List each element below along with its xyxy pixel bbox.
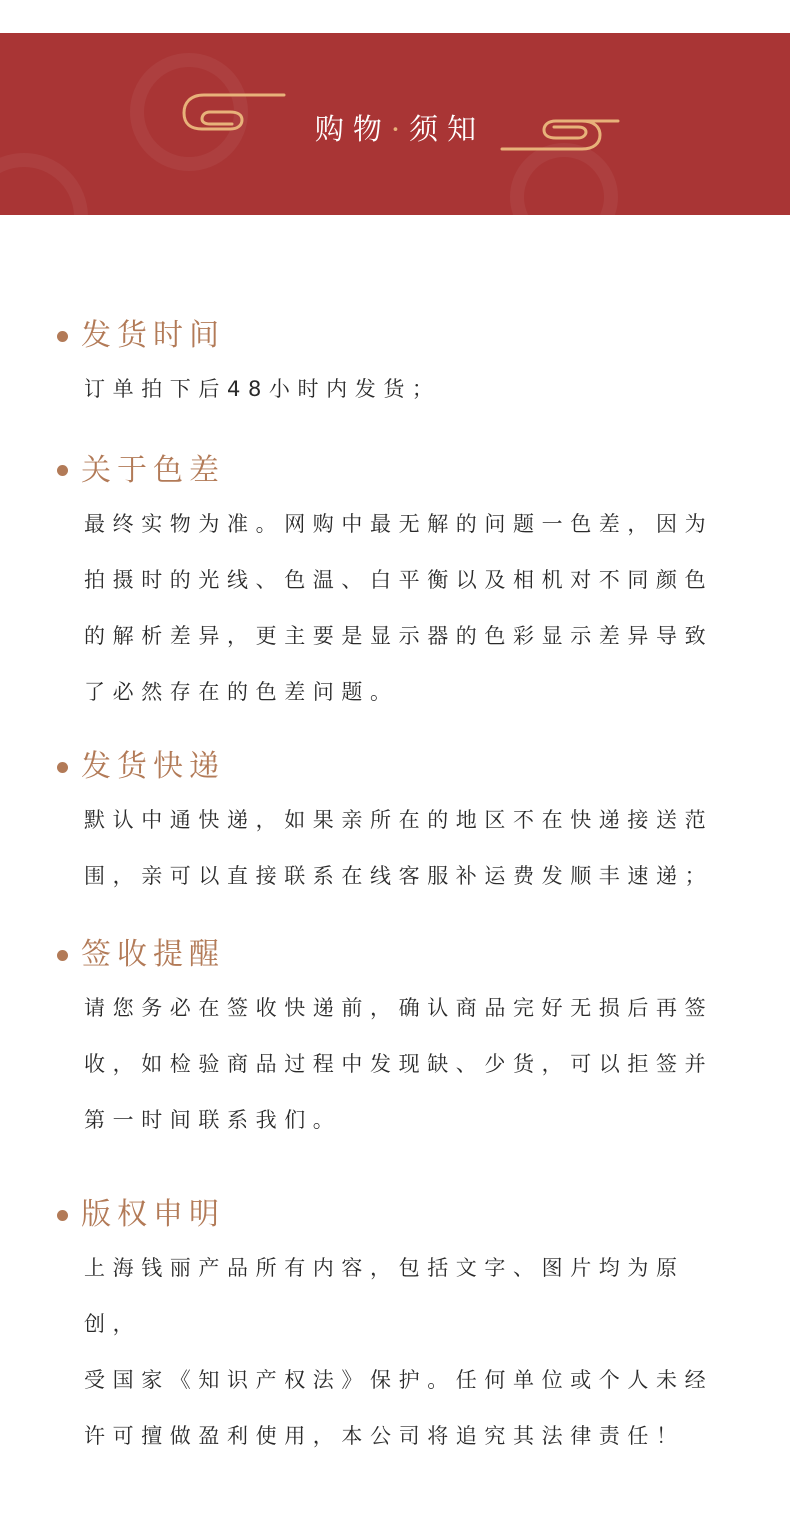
body-line: 第一时间联系我们。	[84, 1108, 342, 1132]
body-line: 了必然存在的色差问题。	[84, 680, 399, 704]
body-line: 许可擅做盈利使用，本公司将追究其法律责任！	[84, 1424, 685, 1448]
section-heading: 版权申明	[81, 1197, 225, 1232]
body-line: 收，如检验商品过程中发现缺、少货，可以拒签并	[84, 1052, 714, 1076]
cloud-swirl-right-icon	[498, 111, 623, 156]
bullet-dot	[57, 331, 68, 342]
section-body	[84, 980, 724, 1148]
banner-title	[5, 109, 790, 149]
banner-title-left: 购物	[314, 112, 391, 146]
header-banner	[0, 33, 790, 215]
body-line: 受国家《知识产权法》保护。任何单位或个人未经	[84, 1368, 714, 1392]
section-heading: 关于色差	[81, 453, 225, 488]
bullet-dot	[57, 950, 68, 961]
body-line: 订单拍下后48小时内发货；	[84, 377, 441, 401]
body-line: 拍摄时的光线、色温、白平衡以及相机对不同颜色	[84, 568, 714, 592]
section-body	[84, 496, 724, 720]
banner-title-dot: ·	[390, 112, 410, 146]
bullet-dot	[57, 1210, 68, 1221]
body-line: 上海钱丽产品所有内容，包括文字、图片均为原创，	[84, 1256, 685, 1336]
section-body	[84, 792, 724, 904]
body-line: 最终实物为准。网购中最无解的问题一色差，因为	[84, 512, 714, 536]
body-line: 围，亲可以直接联系在线客服补运费发顺丰速递；	[84, 864, 714, 888]
watermark-circle	[0, 153, 88, 215]
section-body	[84, 1240, 724, 1464]
body-line: 的解析差异，更主要是显示器的色彩显示差异导致	[84, 624, 714, 648]
body-line: 默认中通快递，如果亲所在的地区不在快递接送范	[84, 808, 714, 832]
section-heading: 签收提醒	[81, 937, 225, 972]
bullet-dot	[57, 762, 68, 773]
body-line: 请您务必在签收快递前，确认商品完好无损后再签	[84, 996, 714, 1020]
section-heading: 发货快递	[81, 749, 225, 784]
section-body	[84, 361, 724, 417]
bullet-dot	[57, 465, 68, 476]
section-heading: 发货时间	[81, 318, 225, 353]
banner-title-right: 须知	[409, 112, 486, 146]
